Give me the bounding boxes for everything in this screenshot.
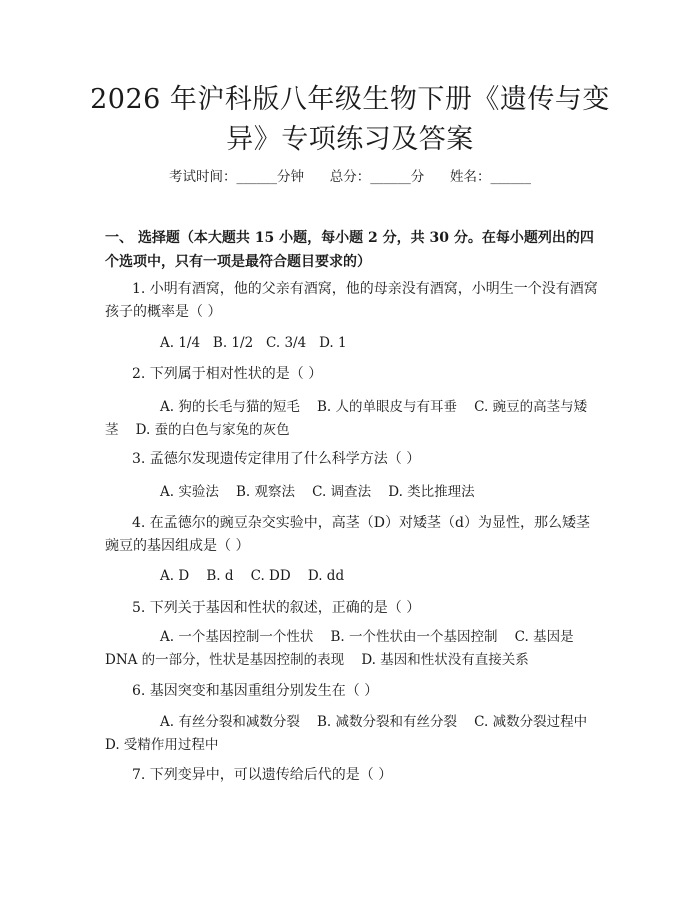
section-heading: 一、 选择题（本大题共 15 小题，每小题 2 分，共 30 分。在每小题列出的四个选项中，只有一项是最符合题目要求的）	[105, 230, 594, 270]
question-stem: 3. 孟德尔发现遗传定律用了什么科学方法（ ）	[132, 451, 421, 467]
question-stem: 7. 下列变异中，可以遗传给后代的是（ ）	[132, 767, 393, 783]
question-stem: 5. 下列关于基因和性状的叙述，正确的是（ ）	[132, 600, 421, 616]
title-line-2: 异》专项练习及答案	[226, 124, 474, 155]
document-title	[90, 80, 610, 160]
question-options: A. 有丝分裂和减数分裂 B. 减数分裂和有丝分裂 C. 减数分裂过程中 D. 受精作用过程中	[105, 714, 605, 753]
title-line-1: 2026 年沪科版八年级生物下册《遗传与变	[90, 84, 610, 115]
question-options: A. D B. d C. DD D. dd	[160, 568, 345, 584]
question-stem: 2. 下列属于相对性状的是（ ）	[132, 366, 323, 382]
question-options: A. 1/4 B. 1/2 C. 3/4 D. 1	[160, 335, 347, 351]
question-stem: 6. 基因突变和基因重组分别发生在（ ）	[132, 683, 379, 699]
question-options: A. 实验法 B. 观察法 C. 调查法 D. 类比推理法	[160, 484, 475, 500]
question-stem: 4. 在孟德尔的豌豆杂交实验中，高茎（D）对矮茎（d）为显性，那么矮茎豌豆的基因组成是（ ）	[105, 515, 590, 554]
question-options: A. 一个基因控制一个性状 B. 一个性状由一个基因控制 C. 基因是DNA 的一部分，性状是基因控制的表现 D. 基因和性状没有直接关系	[105, 629, 574, 668]
question-stem: 1. 小明有酒窝，他的父亲有酒窝，他的母亲没有酒窝，小明生一个没有酒窝孩子的概率是（ ）	[105, 281, 598, 320]
exam-info-line: 考试时间：______分钟 总分：______分 姓名：______	[169, 169, 531, 185]
question-options: A. 狗的长毛与猫的短毛 B. 人的单眼皮与有耳垂 C. 豌豆的高茎与矮茎 D. 蚕的白色与家兔的灰色	[105, 399, 588, 438]
